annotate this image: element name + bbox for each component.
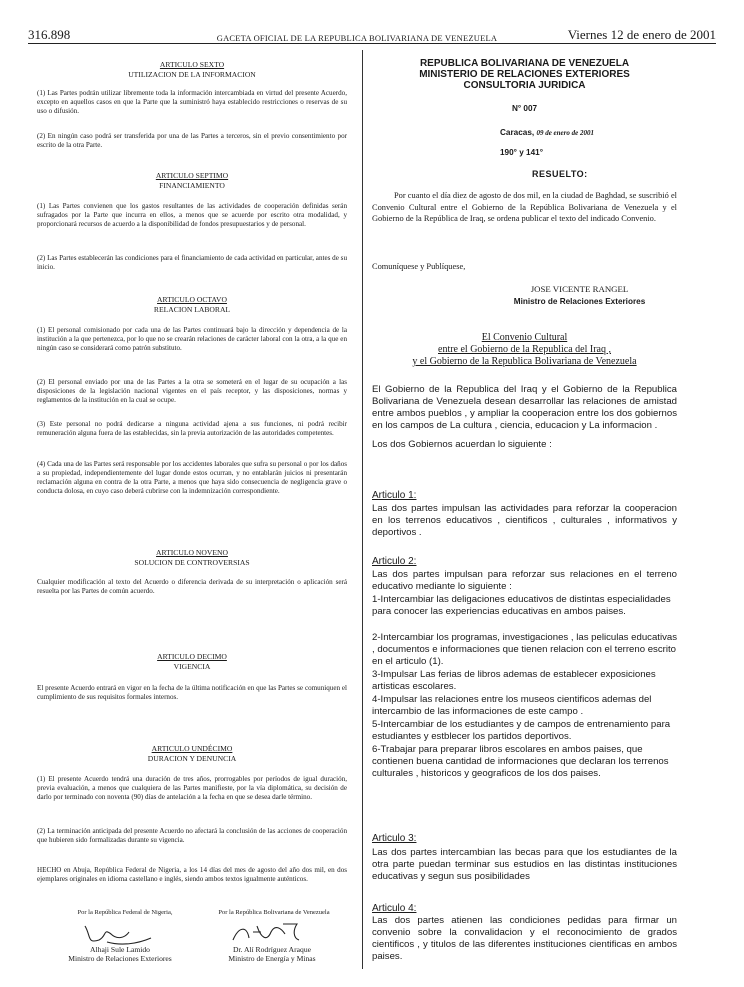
article-8-heading	[37, 295, 347, 314]
article-4-text: Las dos partes atienen las condiciones pedidas para firmar un convenio sobre la convalidacion y el reconocimiento de grados cientificos , y titulos de las diferentes instituciones cientificas en ambos paises.	[372, 915, 677, 962]
article-11-heading	[37, 744, 347, 763]
article-7-paragraph-1: (1) Las Partes convienen que los gastos resultantes de las actividades de cooperación definidas serán sufragados por la Parte que incurra en ellos, a menos que se acuerde por escrito otra modalidad, y proporcionará recursos de acuerdo a la disponibilidad de fondos presupuestarios y de personal.	[37, 202, 347, 228]
minister-name: JOSE VICENTE RANGEL	[530, 284, 629, 294]
signatory-1-name: Alhaji Sule Lamido	[90, 945, 150, 954]
legal-office-heading: CONSULTORIA JURIDICA	[463, 80, 586, 91]
article-8-subtitle: RELACION LABORAL	[153, 304, 231, 314]
signatory-2-name: Dr. Alí Rodríguez Araque	[232, 945, 312, 954]
article-1-label: Articulo 1:	[372, 490, 417, 501]
list-item: 6-Trabajar para preparar libros escolares en ambos paises, que contienen buena cantidad de informaciones que declaran los terrenos culturales , historicos y geograficos de los dos paises.	[372, 744, 669, 779]
article-6-paragraph-1: (1) Las Partes podrán utilizar libremente toda la información intercambiada en virtud del presente Acuerdo, excepto en aquellos casos en que la Parte que la suministró haya establecido restricciones o reservas de su uso o difusión.	[37, 89, 347, 115]
article-9-heading	[37, 548, 347, 567]
article-3-text: Las dos partes intercambian las becas para que los estudiantes de la otra parte puedan terminar sus estudios en las distintas instituciones educativas y segun sus posibilidades	[372, 847, 677, 882]
article-1-text: Las dos partes impulsan las actividades para reforzar la cooperacion en los terrenos educativos , cientificos , culturales , informativos y deportivos .	[372, 503, 677, 538]
resolution-place: Caracas,	[500, 128, 535, 137]
column-divider	[362, 50, 363, 969]
article-11-paragraph-2: (2) La terminación anticipada del presente Acuerdo no afectará la conclusión de las acciones de cooperación que hubieren sido formalizadas durante su vigencia.	[37, 827, 347, 844]
article-9-subtitle: SOLUCION DE CONTROVERSIAS	[134, 557, 250, 567]
article-6-title: ARTICULO SEXTO	[159, 60, 225, 69]
gazette-title: GACETA OFICIAL DE LA REPUBLICA BOLIVARIANA DE VENEZUELA	[216, 33, 498, 43]
article-10-subtitle: VIGENCIA	[173, 661, 211, 671]
article-8-paragraph-4: (4) Cada una de las Partes será responsable por los accidentes laborales que sufra su personal o por los daños a su propiedad, independientemente del lugar donde estos ocurran, y no entablarán juicios ni presentarán reclamación alguna en contra de la otra Parte, a menos que haya sido consecuencia de negligencia grave o conducta dolosa, en cuyo caso deberá cubrirse con la indemnización correspondiente.	[37, 460, 347, 495]
resolution-place-date	[500, 128, 680, 137]
article-8-title: ARTICULO OCTAVO	[157, 295, 227, 304]
article-6-heading	[37, 60, 347, 79]
list-item: 1-Intercambiar las deligaciones educativos de distintas especialidades para conocer las experiencias educativas en ambos paises.	[372, 594, 671, 617]
closing-paragraph: HECHO en Abuja, República Federal de Nigeria, a los 14 días del mes de agosto del año dos mil, en dos ejemplares originales en idioma castellano e inglés, siendo ambos textos igualmente auténticos.	[37, 866, 347, 883]
article-4-label: Articulo 4:	[372, 903, 417, 914]
resolution-years: 190° y 141°	[500, 148, 543, 157]
article-8-paragraph-3: (3) Este personal no podrá dedicarse a ninguna actividad ajena a sus funciones, ni podrá recibir remuneración alguna fuera de las establecidas, sin la previa autorización de las autoridades competentes.	[37, 420, 347, 437]
article-7-title: ARTICULO SEPTIMO	[155, 171, 229, 180]
article-8-paragraph-2: (2) El personal enviado por una de las Partes a la otra se someterá en el lugar de su ocupación a las disposiciones de la legislación nacional vigentes en el país receptor, y las disposiciones, normas y reglamentos de la institución en la cual se ocupe.	[37, 378, 347, 404]
article-7-paragraph-2: (2) Las Partes establecerán las condiciones para el financiamiento de cada actividad en particular, antes de su inicio.	[37, 254, 347, 271]
list-item: 5-Intercambiar de los estudiantes y de campos de entrenamiento para estudiantes y estblecer los partidos deportivos.	[372, 719, 671, 742]
resolution-heading	[372, 58, 677, 91]
issue-date: Viernes 12 de enero de 2001	[567, 27, 716, 42]
article-10-title: ARTICULO DECIMO	[157, 652, 227, 661]
article-7-heading	[37, 171, 347, 190]
article-7-subtitle: FINANCIAMIENTO	[159, 180, 225, 190]
article-9-paragraph: Cualquier modificación al texto del Acuerdo o diferencia derivada de su interpretación o aplicación será resuelta por las Partes de común acuerdo.	[37, 578, 347, 595]
signatory-2	[197, 945, 347, 963]
convention-title	[372, 332, 677, 368]
article-10-heading	[37, 652, 347, 671]
page-number: 316.898	[28, 27, 71, 42]
signatory-2-title: Ministro de Energía y Minas	[228, 954, 316, 963]
convention-title-line-2: entre el Gobierno de la Republica del Iraq ,	[438, 344, 611, 355]
minister-title: Ministro de Relaciones Exteriores	[513, 297, 646, 306]
resolution-number: N° 007	[511, 104, 538, 113]
article-2-text: Las dos partes impulsan para reforzar sus relaciones en el terreno educativo mediante lo siguiente :	[372, 569, 677, 592]
article-3-label: Articulo 3:	[372, 833, 417, 844]
ministry-heading: MINISTERIO DE RELACIONES EXTERIORES	[419, 69, 630, 80]
article-10-paragraph: El presente Acuerdo entrará en vigor en la fecha de la última notificación en que las Partes se comuniquen el cumplimiento de sus requisitos formales internos.	[37, 684, 347, 701]
signature-1-image	[77, 920, 167, 948]
signatory-1	[45, 945, 195, 963]
signature-2-image	[227, 918, 317, 946]
resolution-date: 09 de enero de 2001	[536, 129, 594, 137]
republic-heading: REPUBLICA BOLIVARIANA DE VENEZUELA	[419, 58, 630, 69]
convention-title-line-1: El Convenio Cultural	[481, 332, 568, 343]
agreement-intro: Los dos Gobiernos acuerdan lo siguiente :	[372, 439, 552, 450]
signatory-1-for: Por la República Federal de Nigeria,	[77, 909, 173, 916]
article-8-paragraph-1: (1) El personal comisionado por cada una de las Partes continuará bajo la dirección y dependencia de la institución a la que pertenezca, por lo que no se crearán relaciones de carácter laboral con la otra, a la que en ningún caso se considerará como patrón substituto.	[37, 326, 347, 352]
article-2-list	[372, 594, 677, 794]
article-6-subtitle: UTILIZACION DE LA INFORMACION	[128, 69, 256, 79]
article-11-subtitle: DURACION Y DENUNCIA	[147, 753, 237, 763]
article-6-paragraph-2: (2) En ningún caso podrá ser transferida por una de las Partes a terceros, sin el previo consentimiento por escrito de la otra Parte.	[37, 132, 347, 149]
signatory-1-title: Ministro de Relaciones Exteriores	[68, 954, 172, 963]
article-11-paragraph-1: (1) El presente Acuerdo tendrá una duración de tres años, prorrogables por períodos de igual duración, previa evaluación, a menos que cualquiera de las Partes manifieste, por la vía diplomática, su decisión de darlo por terminado con noventa (90) días de antelación a la fecha en que se desea darle término.	[37, 775, 347, 801]
article-9-title: ARTICULO NOVENO	[156, 548, 228, 557]
page-header	[28, 24, 716, 44]
article-2-label: Articulo 2:	[372, 556, 417, 567]
resuelto-label: RESUELTO:	[532, 169, 588, 179]
signatory-2-for: Por la República Bolivariana de Venezuela	[218, 909, 330, 916]
convention-title-line-3: y el Gobierno de la Republica Bolivariana de Venezuela	[412, 356, 637, 367]
comuniquese-line: Comuníquese y Publíquese,	[372, 262, 466, 271]
convention-preamble: El Gobierno de la Republica del Iraq y el Gobierno de la Republica Bolivariana de Venezuela desean desarrollar las relaciones de amistad entre ambos pueblos , y ampliar la cooperacion entre los dos gobiernos en los campos de La cultura , ciencia, educacion y La informacion .	[372, 384, 677, 431]
list-item: 4-Impulsar las relaciones entre los museos cientificos ademas del intercambio de las informaciones de este campo .	[372, 694, 652, 717]
list-item: 2-Intercambiar los programas, investigaciones , las peliculas educativas , documentos e informaciones que tienen relacion con el terreno escrito en el articulo (1).	[372, 632, 678, 667]
article-11-title: ARTICULO UNDÉCIMO	[151, 744, 233, 753]
list-item: 3-Impulsar Las ferias de libros ademas de establecer exposiciones artisticas escolares.	[372, 669, 656, 692]
resolution-text: Por cuanto el día diez de agosto de dos mil, en la ciudad de Baghdad, se suscribió el Convenio Cultural entre el Gobierno de la República Bolivariana de Venezuela y el Gobierno de la República de Iraq, se ordena publicar el texto del indicado Convenio.	[372, 191, 677, 223]
